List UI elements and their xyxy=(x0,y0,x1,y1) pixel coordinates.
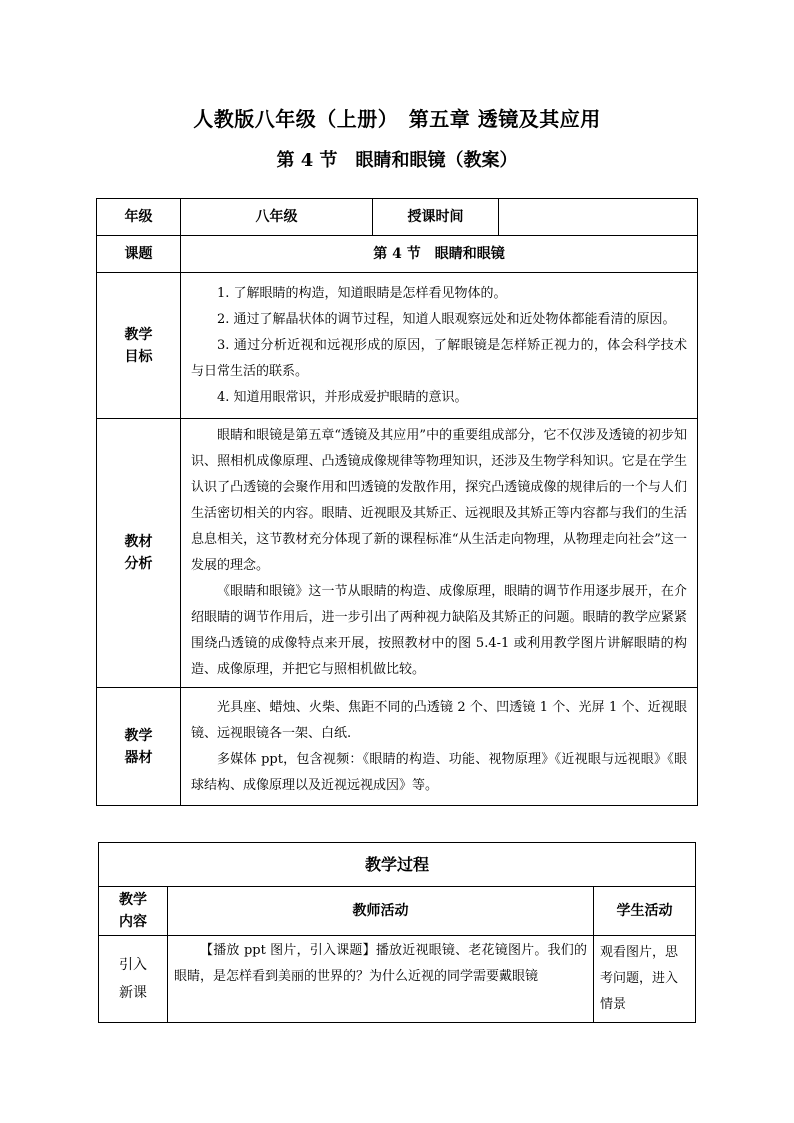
equipment-paragraph: 光具座、蜡烛、火柴、焦距不同的凸透镜 2 个、凹透镜 1 个、光屏 1 个、近视眼镜、远视眼镜各一架、白纸. xyxy=(191,699,687,741)
lesson-info-table xyxy=(96,198,698,806)
row-student: 观看图片，思考问题，进入情景 xyxy=(594,936,696,1023)
analysis-paragraph: 《眼睛和眼镜》这一节从眼睛的构造、成像原理，眼睛的调节作用逐步展开，在介绍眼睛的调节作用后，进一步引出了两种视力缺陷及其矫正的问题。眼睛的教学应紧紧围绕凸透镜的成像特点来开展，按照教材中的图 5.4-1 或利用教学图片讲解眼睛的构造、成像原理，并把它与照相机做比较。 xyxy=(191,584,687,677)
goal-item: 1. 了解眼睛的构造，知道眼睛是怎样看见物体的。 xyxy=(217,285,507,301)
goals-label: 教学 目标 xyxy=(97,273,181,419)
analysis-cell xyxy=(181,419,698,688)
teacher-activity: 【播放 ppt 图片，引入课题】播放近视眼镜、老花镜图片。我们的眼睛，是怎样看到美丽的世界的？为什么近视的同学需要戴眼镜 xyxy=(174,943,587,984)
table-row xyxy=(99,936,696,1023)
goals-cell xyxy=(181,273,698,419)
equipment-cell xyxy=(181,688,698,806)
goal-item: 4. 知道用眼常识，并形成爱护眼睛的意识。 xyxy=(217,389,468,405)
row-content: 引入 新课 xyxy=(99,936,168,1023)
col-content-header: 教学 内容 xyxy=(99,887,168,936)
analysis-paragraph: 眼睛和眼镜是第五章“透镜及其应用”中的重要组成部分，它不仅涉及透镜的初步知识、照相机成像原理、凸透镜成像规律等物理知识，还涉及生物学科知识。它是在学生认识了凸透镜的会聚作用和凹透镜的发散作用，探究凸透镜成像的规律后的一个与人们生活密切相关的内容。眼睛、近视眼及其矫正、远视眼及其矫正等内容都与我们的生活息息相关，这节教材充分体现了新的课程标准“从生活走向物理，从物理走向社会”这一发展的理念。 xyxy=(191,428,687,573)
topic-value: 第 4 节 眼睛和眼镜 xyxy=(181,236,698,273)
grade-value: 八年级 xyxy=(181,199,373,236)
equipment-paragraph: 多媒体 ppt，包含视频：《眼睛的构造、功能、视物原理》《近视眼与远视眼》《眼球结构、成像原理以及近视远视成因》等。 xyxy=(191,751,687,793)
time-value xyxy=(499,199,698,236)
process-title: 教学过程 xyxy=(99,843,696,887)
analysis-label: 教材 分析 xyxy=(97,419,181,688)
teaching-process-table xyxy=(98,842,696,1023)
row-teacher xyxy=(168,936,594,1023)
time-label: 授课时间 xyxy=(373,199,499,236)
equipment-label: 教学 器材 xyxy=(97,688,181,806)
col-teacher-header: 教师活动 xyxy=(168,887,594,936)
document-title: 人教版八年级（上册） 第五章 透镜及其应用 xyxy=(193,107,601,131)
grade-label: 年级 xyxy=(97,199,181,236)
lesson-title: 第 4 节 眼睛和眼镜（教案） xyxy=(276,150,518,171)
goal-item: 2. 通过了解晶状体的调节过程，知道人眼观察远处和近处物体都能看清的原因。 xyxy=(217,311,676,327)
goal-item: 3. 通过分析近视和远视形成的原因，了解眼镜是怎样矫正视力的，体会科学技术与日常生活的联系。 xyxy=(191,337,687,379)
topic-label: 课题 xyxy=(97,236,181,273)
col-student-header: 学生活动 xyxy=(594,887,696,936)
